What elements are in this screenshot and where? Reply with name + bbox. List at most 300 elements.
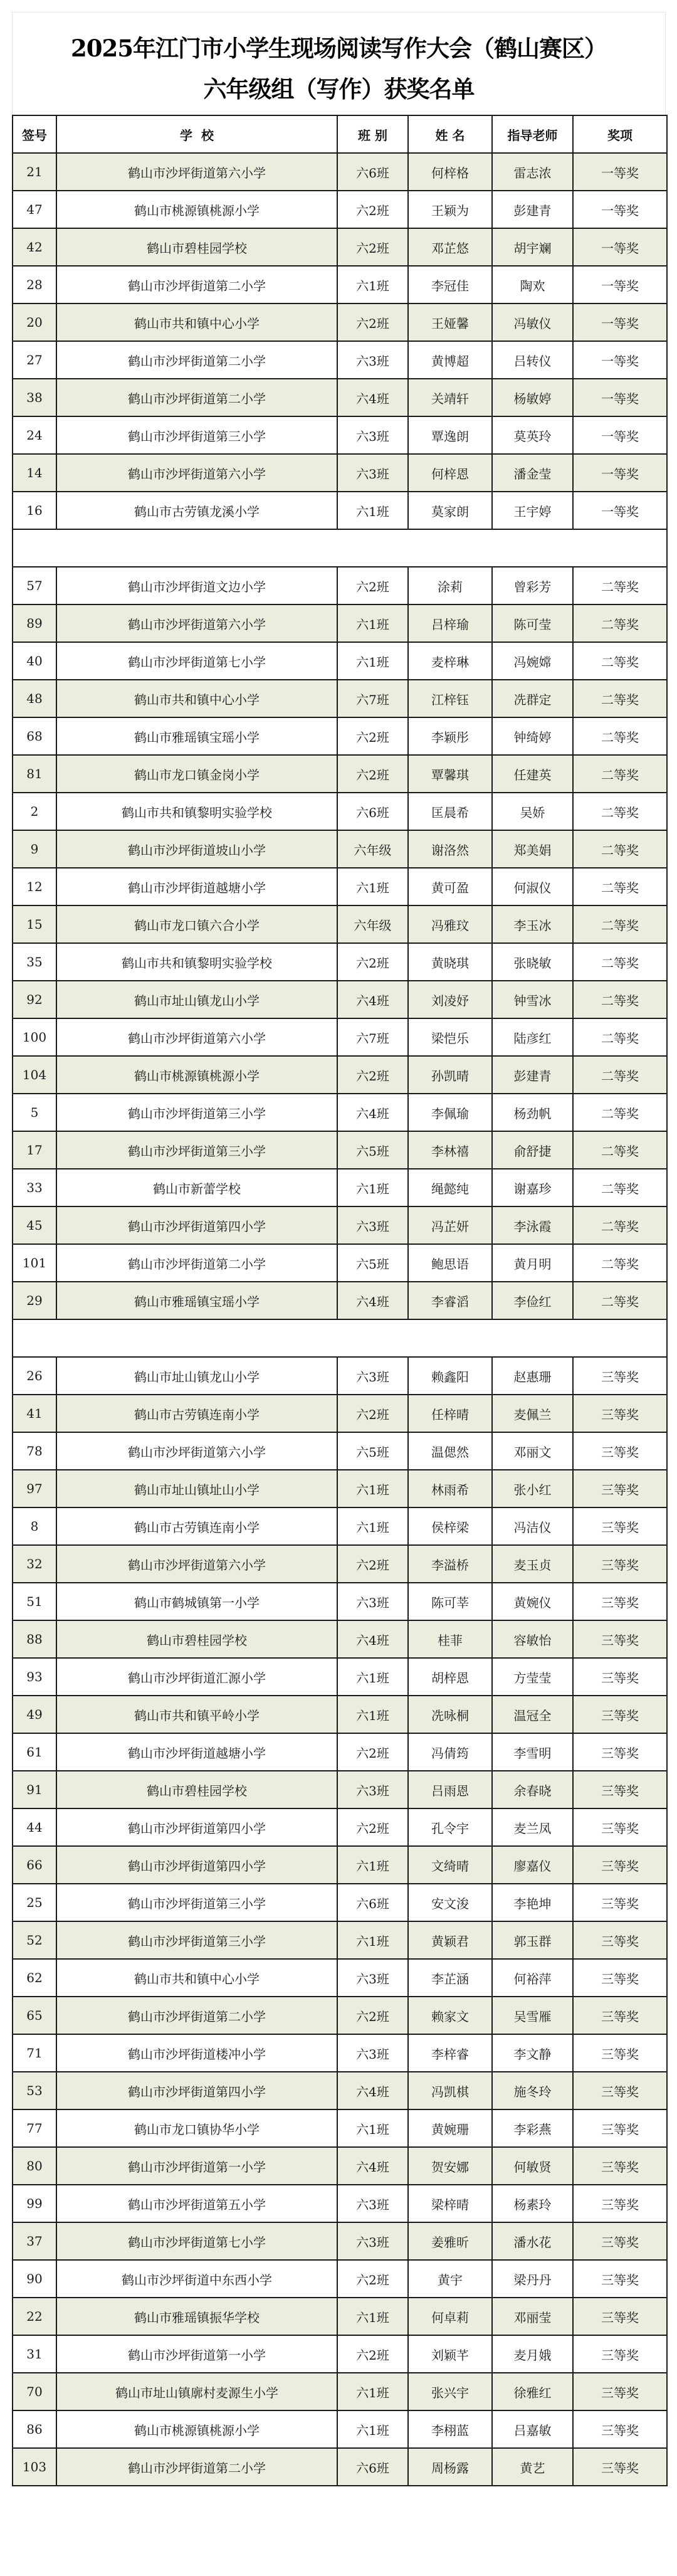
cell-teacher: 杨敏婷 <box>492 379 573 416</box>
cell-student-name: 黄宇 <box>408 2260 492 2298</box>
cell-award: 三等奖 <box>573 1696 667 1733</box>
cell-student-name: 梁梓晴 <box>408 2185 492 2222</box>
cell-student-name: 桂菲 <box>408 1620 492 1658</box>
cell-school: 鹤山市沙坪街道第四小学 <box>56 1846 337 1884</box>
section-separator-row <box>13 529 667 567</box>
cell-student-name: 绳懿纯 <box>408 1169 492 1206</box>
cell-school: 鹤山市沙坪街道越塘小学 <box>56 868 337 905</box>
cell-student-name: 李冠佳 <box>408 266 492 304</box>
cell-school: 鹤山市沙坪街道第四小学 <box>56 1808 337 1846</box>
cell-class: 六4班 <box>337 981 408 1018</box>
cell-class: 六5班 <box>337 1432 408 1470</box>
table-row <box>13 642 667 680</box>
cell-award: 二等奖 <box>573 1282 667 1319</box>
cell-class: 六年级 <box>337 830 408 868</box>
cell-award: 一等奖 <box>573 379 667 416</box>
table-row <box>13 604 667 642</box>
cell-draw-number: 32 <box>13 1545 56 1583</box>
cell-class: 六1班 <box>337 1507 408 1545</box>
table-row <box>13 1131 667 1169</box>
cell-school: 鹤山市共和镇黎明实验学校 <box>56 943 337 981</box>
section-separator-row <box>13 1319 667 1357</box>
cell-class: 六1班 <box>337 868 408 905</box>
table-row <box>13 2298 667 2335</box>
cell-school: 鹤山市沙坪街道汇源小学 <box>56 1658 337 1696</box>
cell-school: 鹤山市沙坪街道第六小学 <box>56 153 337 191</box>
cell-teacher: 邓丽文 <box>492 1432 573 1470</box>
cell-class: 六2班 <box>337 1997 408 2034</box>
cell-class: 六1班 <box>337 2373 408 2410</box>
cell-student-name: 刘颖芊 <box>408 2335 492 2373</box>
table-row <box>13 191 667 228</box>
table-row <box>13 2373 667 2410</box>
cell-draw-number: 68 <box>13 717 56 755</box>
cell-class: 六4班 <box>337 2147 408 2185</box>
cell-school: 鹤山市沙坪街道第六小学 <box>56 1018 337 1056</box>
table-body <box>13 153 667 2486</box>
cell-class: 六2班 <box>337 567 408 604</box>
cell-student-name: 安文浚 <box>408 1884 492 1921</box>
cell-teacher: 赵惠珊 <box>492 1357 573 1395</box>
cell-teacher: 施冬玲 <box>492 2072 573 2109</box>
cell-draw-number: 21 <box>13 153 56 191</box>
cell-school: 鹤山市古劳镇连南小学 <box>56 1507 337 1545</box>
cell-school: 鹤山市沙坪街道第六小学 <box>56 1545 337 1583</box>
cell-school: 鹤山市沙坪街道第二小学 <box>56 266 337 304</box>
cell-class: 六3班 <box>337 1357 408 1395</box>
cell-award: 二等奖 <box>573 604 667 642</box>
cell-teacher: 何淑仪 <box>492 868 573 905</box>
cell-teacher: 郭玉群 <box>492 1921 573 1959</box>
cell-class: 六4班 <box>337 1094 408 1131</box>
cell-award: 三等奖 <box>573 1432 667 1470</box>
cell-school: 鹤山市沙坪街道第三小学 <box>56 1884 337 1921</box>
table-row <box>13 1545 667 1583</box>
award-winners-table <box>12 115 668 2486</box>
cell-class: 六1班 <box>337 2298 408 2335</box>
cell-award: 三等奖 <box>573 2034 667 2072</box>
cell-student-name: 冯雅玟 <box>408 905 492 943</box>
cell-teacher: 陆彦红 <box>492 1018 573 1056</box>
cell-draw-number: 52 <box>13 1921 56 1959</box>
cell-draw-number: 65 <box>13 1997 56 2034</box>
cell-class: 六3班 <box>337 2185 408 2222</box>
cell-school: 鹤山市碧桂园学校 <box>56 228 337 266</box>
table-row <box>13 341 667 379</box>
cell-school: 鹤山市址山镇龙山小学 <box>56 981 337 1018</box>
cell-award: 三等奖 <box>573 1808 667 1846</box>
cell-teacher: 麦玉贞 <box>492 1545 573 1583</box>
cell-draw-number: 17 <box>13 1131 56 1169</box>
cell-draw-number: 27 <box>13 341 56 379</box>
cell-school: 鹤山市沙坪街道第三小学 <box>56 1131 337 1169</box>
cell-draw-number: 70 <box>13 2373 56 2410</box>
cell-award: 三等奖 <box>573 2373 667 2410</box>
cell-teacher: 麦月娥 <box>492 2335 573 2373</box>
table-row <box>13 943 667 981</box>
cell-class: 六1班 <box>337 2109 408 2147</box>
table-header-row <box>13 115 667 153</box>
table-row <box>13 1470 667 1507</box>
cell-draw-number: 14 <box>13 454 56 492</box>
cell-teacher: 彭建青 <box>492 191 573 228</box>
table-row <box>13 1733 667 1771</box>
cell-student-name: 麦梓琳 <box>408 642 492 680</box>
cell-teacher: 李泳霞 <box>492 1206 573 1244</box>
cell-student-name: 李溢桥 <box>408 1545 492 1583</box>
table-row <box>13 2034 667 2072</box>
cell-class: 六2班 <box>337 228 408 266</box>
table-row <box>13 2448 667 2486</box>
cell-school: 鹤山市沙坪街道第六小学 <box>56 604 337 642</box>
cell-award: 三等奖 <box>573 1846 667 1884</box>
table-row <box>13 1206 667 1244</box>
table-row <box>13 416 667 454</box>
cell-student-name: 李梓睿 <box>408 2034 492 2072</box>
table-row <box>13 1696 667 1733</box>
table-row <box>13 2147 667 2185</box>
cell-award: 二等奖 <box>573 943 667 981</box>
cell-student-name: 关靖轩 <box>408 379 492 416</box>
cell-student-name: 陈可莘 <box>408 1583 492 1620</box>
table-row <box>13 1583 667 1620</box>
cell-award: 一等奖 <box>573 153 667 191</box>
cell-school: 鹤山市沙坪街道第一小学 <box>56 2335 337 2373</box>
cell-teacher: 麦兰凤 <box>492 1808 573 1846</box>
cell-school: 鹤山市龙口镇金岗小学 <box>56 755 337 793</box>
cell-school: 鹤山市桃源镇桃源小学 <box>56 1056 337 1094</box>
cell-class: 六7班 <box>337 1018 408 1056</box>
table-row <box>13 793 667 830</box>
cell-teacher: 廖嘉仪 <box>492 1846 573 1884</box>
cell-student-name: 邓芷悠 <box>408 228 492 266</box>
cell-class: 六3班 <box>337 416 408 454</box>
table-row <box>13 1282 667 1319</box>
cell-teacher: 李雪明 <box>492 1733 573 1771</box>
cell-student-name: 胡梓恩 <box>408 1658 492 1696</box>
cell-class: 六1班 <box>337 1696 408 1733</box>
table-row <box>13 1244 667 1282</box>
cell-teacher: 吴雪雁 <box>492 1997 573 2034</box>
table-row <box>13 1921 667 1959</box>
cell-award: 三等奖 <box>573 2109 667 2147</box>
cell-award: 二等奖 <box>573 905 667 943</box>
cell-school: 鹤山市沙坪街道坡山小学 <box>56 830 337 868</box>
cell-class: 六2班 <box>337 1733 408 1771</box>
cell-student-name: 任梓晴 <box>408 1395 492 1432</box>
cell-school: 鹤山市沙坪街道第七小学 <box>56 2222 337 2260</box>
cell-teacher: 黄婉仪 <box>492 1583 573 1620</box>
cell-teacher: 王宇婷 <box>492 492 573 529</box>
cell-award: 一等奖 <box>573 228 667 266</box>
cell-draw-number: 99 <box>13 2185 56 2222</box>
cell-teacher: 冼群定 <box>492 680 573 717</box>
cell-school: 鹤山市雅瑶镇宝瑶小学 <box>56 1282 337 1319</box>
cell-student-name: 文绮晴 <box>408 1846 492 1884</box>
cell-teacher: 张晓敏 <box>492 943 573 981</box>
cell-teacher: 钟绮婷 <box>492 717 573 755</box>
cell-draw-number: 24 <box>13 416 56 454</box>
cell-award: 三等奖 <box>573 1620 667 1658</box>
table-row <box>13 1846 667 1884</box>
cell-teacher: 何裕萍 <box>492 1959 573 1997</box>
cell-draw-number: 44 <box>13 1808 56 1846</box>
cell-student-name: 刘凌妤 <box>408 981 492 1018</box>
cell-student-name: 何卓莉 <box>408 2298 492 2335</box>
cell-teacher: 谢嘉珍 <box>492 1169 573 1206</box>
cell-class: 六2班 <box>337 304 408 341</box>
cell-teacher: 钟雪冰 <box>492 981 573 1018</box>
cell-award: 三等奖 <box>573 2448 667 2486</box>
cell-teacher: 黄月明 <box>492 1244 573 1282</box>
cell-teacher: 潘金莹 <box>492 454 573 492</box>
cell-draw-number: 101 <box>13 1244 56 1282</box>
cell-class: 六1班 <box>337 1169 408 1206</box>
table-row <box>13 266 667 304</box>
cell-award: 二等奖 <box>573 642 667 680</box>
table-row <box>13 2222 667 2260</box>
table-row <box>13 1884 667 1921</box>
cell-award: 三等奖 <box>573 2147 667 2185</box>
header-class: 班 别 <box>337 115 408 153</box>
cell-student-name: 黄可盈 <box>408 868 492 905</box>
cell-teacher: 李俭红 <box>492 1282 573 1319</box>
cell-draw-number: 66 <box>13 1846 56 1884</box>
cell-teacher: 徐雅红 <box>492 2373 573 2410</box>
cell-award: 三等奖 <box>573 2298 667 2335</box>
cell-class: 六6班 <box>337 153 408 191</box>
cell-class: 六1班 <box>337 642 408 680</box>
cell-award: 一等奖 <box>573 304 667 341</box>
cell-student-name: 黄晓琪 <box>408 943 492 981</box>
cell-class: 六1班 <box>337 2410 408 2448</box>
cell-teacher: 麦佩兰 <box>492 1395 573 1432</box>
cell-award: 二等奖 <box>573 680 667 717</box>
cell-school: 鹤山市沙坪街道第二小学 <box>56 341 337 379</box>
cell-class: 六2班 <box>337 755 408 793</box>
cell-draw-number: 5 <box>13 1094 56 1131</box>
cell-award: 三等奖 <box>573 2335 667 2373</box>
header-award: 奖项 <box>573 115 667 153</box>
cell-draw-number: 40 <box>13 642 56 680</box>
cell-draw-number: 62 <box>13 1959 56 1997</box>
cell-class: 六2班 <box>337 717 408 755</box>
cell-class: 六年级 <box>337 905 408 943</box>
cell-teacher: 吕嘉敏 <box>492 2410 573 2448</box>
cell-award: 二等奖 <box>573 830 667 868</box>
cell-draw-number: 49 <box>13 1696 56 1733</box>
cell-teacher: 温冠全 <box>492 1696 573 1733</box>
cell-draw-number: 93 <box>13 1658 56 1696</box>
document-title-line-1: 2025年江门市小学生现场阅读写作大会（鹤山赛区） <box>71 34 607 62</box>
cell-student-name: 周杨露 <box>408 2448 492 2486</box>
cell-student-name: 何梓恩 <box>408 454 492 492</box>
cell-draw-number: 77 <box>13 2109 56 2147</box>
cell-teacher: 杨劲帆 <box>492 1094 573 1131</box>
cell-teacher: 陶欢 <box>492 266 573 304</box>
cell-school: 鹤山市鹤城镇第一小学 <box>56 1583 337 1620</box>
cell-teacher: 梁丹丹 <box>492 2260 573 2298</box>
cell-teacher: 莫英玲 <box>492 416 573 454</box>
cell-draw-number: 86 <box>13 2410 56 2448</box>
cell-student-name: 匡晨希 <box>408 793 492 830</box>
cell-student-name: 冯凯棋 <box>408 2072 492 2109</box>
cell-draw-number: 15 <box>13 905 56 943</box>
cell-school: 鹤山市址山镇廓村麦源生小学 <box>56 2373 337 2410</box>
cell-draw-number: 78 <box>13 1432 56 1470</box>
table-row <box>13 1620 667 1658</box>
table-row <box>13 1808 667 1846</box>
cell-school: 鹤山市址山镇址山小学 <box>56 1470 337 1507</box>
cell-draw-number: 45 <box>13 1206 56 1244</box>
cell-teacher: 冯洁仪 <box>492 1507 573 1545</box>
cell-class: 六2班 <box>337 1395 408 1432</box>
cell-student-name: 赖鑫阳 <box>408 1357 492 1395</box>
cell-school: 鹤山市碧桂园学校 <box>56 1771 337 1808</box>
cell-student-name: 王娅馨 <box>408 304 492 341</box>
header-student-name: 姓 名 <box>408 115 492 153</box>
cell-teacher: 曾彩芳 <box>492 567 573 604</box>
cell-teacher: 张小红 <box>492 1470 573 1507</box>
cell-school: 鹤山市雅瑶镇振华学校 <box>56 2298 337 2335</box>
cell-award: 二等奖 <box>573 793 667 830</box>
cell-draw-number: 100 <box>13 1018 56 1056</box>
cell-student-name: 张兴宇 <box>408 2373 492 2410</box>
cell-school: 鹤山市沙坪街道第二小学 <box>56 379 337 416</box>
header-teacher: 指导老师 <box>492 115 573 153</box>
cell-class: 六1班 <box>337 1921 408 1959</box>
cell-award: 三等奖 <box>573 2185 667 2222</box>
cell-award: 三等奖 <box>573 1921 667 1959</box>
document-title-line-2: 六年级组（写作）获奖名单 <box>203 75 475 103</box>
cell-student-name: 覃馨琪 <box>408 755 492 793</box>
cell-award: 二等奖 <box>573 868 667 905</box>
header-school: 学 校 <box>56 115 337 153</box>
table-row <box>13 2072 667 2109</box>
cell-student-name: 冯芷妍 <box>408 1206 492 1244</box>
header-draw-number: 签号 <box>13 115 56 153</box>
cell-student-name: 侯梓梁 <box>408 1507 492 1545</box>
cell-draw-number: 47 <box>13 191 56 228</box>
cell-school: 鹤山市沙坪街道第六小学 <box>56 1432 337 1470</box>
cell-class: 六7班 <box>337 680 408 717</box>
cell-award: 二等奖 <box>573 1094 667 1131</box>
table-row <box>13 1357 667 1395</box>
cell-school: 鹤山市沙坪街道第五小学 <box>56 2185 337 2222</box>
cell-draw-number: 90 <box>13 2260 56 2298</box>
cell-teacher: 黄艺 <box>492 2448 573 2486</box>
table-row <box>13 454 667 492</box>
table-row <box>13 2185 667 2222</box>
cell-student-name: 梁恺乐 <box>408 1018 492 1056</box>
cell-teacher: 俞舒捷 <box>492 1131 573 1169</box>
table-row <box>13 1959 667 1997</box>
cell-draw-number: 12 <box>13 868 56 905</box>
cell-award: 二等奖 <box>573 567 667 604</box>
table-row <box>13 1018 667 1056</box>
cell-school: 鹤山市龙口镇六合小学 <box>56 905 337 943</box>
table-row <box>13 868 667 905</box>
cell-student-name: 姜雅昕 <box>408 2222 492 2260</box>
cell-school: 鹤山市沙坪街道第四小学 <box>56 1206 337 1244</box>
cell-student-name: 黄博超 <box>408 341 492 379</box>
cell-award: 三等奖 <box>573 1470 667 1507</box>
cell-school: 鹤山市共和镇中心小学 <box>56 304 337 341</box>
table-row <box>13 1056 667 1094</box>
cell-draw-number: 51 <box>13 1583 56 1620</box>
table-row <box>13 2260 667 2298</box>
cell-draw-number: 97 <box>13 1470 56 1507</box>
cell-award: 二等奖 <box>573 717 667 755</box>
cell-student-name: 覃逸朗 <box>408 416 492 454</box>
cell-class: 六3班 <box>337 2222 408 2260</box>
table-row <box>13 905 667 943</box>
cell-class: 六1班 <box>337 1470 408 1507</box>
cell-draw-number: 92 <box>13 981 56 1018</box>
cell-award: 二等奖 <box>573 1244 667 1282</box>
cell-teacher: 吕转仪 <box>492 341 573 379</box>
cell-award: 二等奖 <box>573 1169 667 1206</box>
table-row <box>13 304 667 341</box>
cell-teacher: 吴娇 <box>492 793 573 830</box>
cell-award: 一等奖 <box>573 416 667 454</box>
cell-school: 鹤山市沙坪街道第二小学 <box>56 1997 337 2034</box>
cell-class: 六4班 <box>337 379 408 416</box>
cell-teacher: 冯敏仪 <box>492 304 573 341</box>
cell-award: 二等奖 <box>573 1018 667 1056</box>
cell-student-name: 赖家文 <box>408 1997 492 2034</box>
cell-school: 鹤山市沙坪街道第三小学 <box>56 1921 337 1959</box>
cell-class: 六1班 <box>337 1846 408 1884</box>
cell-school: 鹤山市碧桂园学校 <box>56 1620 337 1658</box>
cell-award: 一等奖 <box>573 191 667 228</box>
cell-class: 六2班 <box>337 1056 408 1094</box>
cell-teacher: 余春晓 <box>492 1771 573 1808</box>
cell-student-name: 何梓格 <box>408 153 492 191</box>
cell-student-name: 谢洛然 <box>408 830 492 868</box>
cell-student-name: 李林禧 <box>408 1131 492 1169</box>
cell-award: 二等奖 <box>573 755 667 793</box>
cell-school: 鹤山市沙坪街道文边小学 <box>56 567 337 604</box>
cell-draw-number: 38 <box>13 379 56 416</box>
cell-class: 六3班 <box>337 454 408 492</box>
cell-school: 鹤山市共和镇黎明实验学校 <box>56 793 337 830</box>
cell-class: 六1班 <box>337 1658 408 1696</box>
table-row <box>13 153 667 191</box>
cell-award: 三等奖 <box>573 2072 667 2109</box>
cell-award: 一等奖 <box>573 454 667 492</box>
cell-draw-number: 9 <box>13 830 56 868</box>
cell-draw-number: 8 <box>13 1507 56 1545</box>
cell-draw-number: 57 <box>13 567 56 604</box>
cell-school: 鹤山市共和镇中心小学 <box>56 680 337 717</box>
cell-teacher: 李文静 <box>492 2034 573 2072</box>
cell-award: 三等奖 <box>573 1395 667 1432</box>
cell-draw-number: 37 <box>13 2222 56 2260</box>
cell-student-name: 黄婉珊 <box>408 2109 492 2147</box>
cell-student-name: 林雨希 <box>408 1470 492 1507</box>
cell-teacher: 陈可莹 <box>492 604 573 642</box>
cell-student-name: 江梓钰 <box>408 680 492 717</box>
cell-draw-number: 35 <box>13 943 56 981</box>
table-row <box>13 1395 667 1432</box>
cell-award: 二等奖 <box>573 1206 667 1244</box>
cell-teacher: 潘水花 <box>492 2222 573 2260</box>
cell-award: 三等奖 <box>573 2410 667 2448</box>
cell-draw-number: 22 <box>13 2298 56 2335</box>
cell-draw-number: 103 <box>13 2448 56 2486</box>
table-row <box>13 981 667 1018</box>
